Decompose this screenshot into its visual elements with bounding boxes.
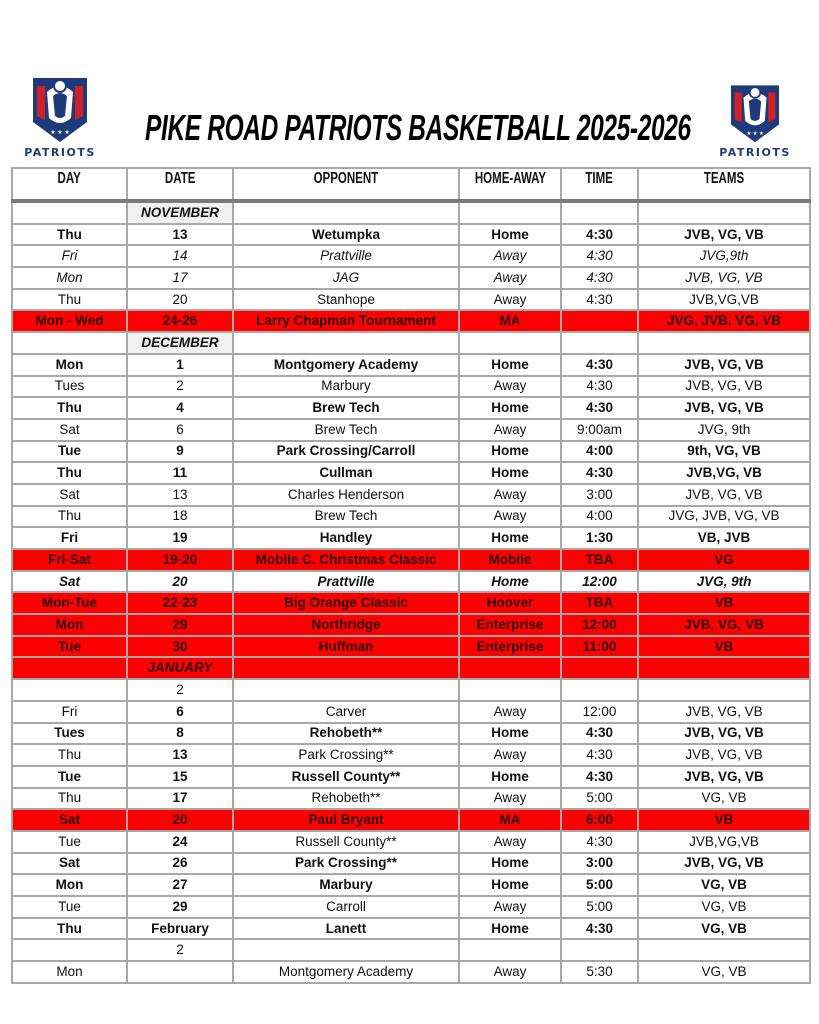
home-away-cell: Home (459, 462, 561, 484)
teams-cell: VG, VB (638, 896, 810, 918)
month-row (12, 201, 810, 224)
teams-cell: JVG, 9th (638, 419, 810, 441)
logo-text: PATRIOTS (24, 146, 96, 159)
time-cell: 12:00 (561, 614, 638, 636)
date-cell: February (127, 918, 233, 940)
opponent-cell (233, 657, 459, 679)
day-cell: Fri (12, 701, 127, 723)
time-cell: 12:00 (561, 571, 638, 593)
date-cell: 24-26 (127, 310, 233, 332)
opponent-cell: Brew Tech (233, 397, 459, 419)
game-row (12, 484, 810, 506)
game-row (12, 679, 810, 701)
game-row (12, 245, 810, 267)
teams-cell: JVG, JVB, VG, VB (638, 506, 810, 528)
opponent-cell: Stanhope (233, 289, 459, 311)
time-cell: 4:30 (561, 831, 638, 853)
opponent-cell: Mobile C. Christmas Classic (233, 549, 459, 571)
teams-cell (638, 657, 810, 679)
game-row (12, 636, 810, 658)
svg-text:★ ★ ★: ★ ★ ★ (746, 131, 764, 138)
home-away-cell: Home (459, 397, 561, 419)
day-cell: Tues (12, 723, 127, 745)
opponent-cell (233, 679, 459, 701)
time-cell: 4:30 (561, 744, 638, 766)
home-away-cell: Home (459, 766, 561, 788)
game-row (12, 918, 810, 940)
logo-text: PATRIOTS (719, 146, 791, 159)
day-cell: Thu (12, 289, 127, 311)
day-cell: Mon (12, 354, 127, 376)
day-cell: Fri-Sat (12, 549, 127, 571)
teams-cell: JVB, VG, VB (638, 484, 810, 506)
time-cell: 4:30 (561, 376, 638, 398)
teams-cell: VG (638, 549, 810, 571)
time-cell: 6:00 (561, 809, 638, 831)
time-cell: TBA (561, 592, 638, 614)
time-cell: 1:30 (561, 527, 638, 549)
opponent-cell: Huffman (233, 636, 459, 658)
date-cell: 20 (127, 571, 233, 593)
day-cell: Mon (12, 874, 127, 896)
opponent-cell: Cullman (233, 462, 459, 484)
game-row (12, 441, 810, 463)
table-header-row (12, 168, 810, 201)
opponent-cell: Larry Chapman Tournament (233, 310, 459, 332)
date-cell: JANUARY (127, 657, 233, 679)
time-cell (561, 332, 638, 354)
date-cell: 30 (127, 636, 233, 658)
opponent-cell: Prattville (233, 245, 459, 267)
game-row (12, 896, 810, 918)
time-cell: 9:00am (561, 419, 638, 441)
time-cell: 4:30 (561, 918, 638, 940)
time-cell: 4:00 (561, 506, 638, 528)
opponent-cell: Marbury (233, 874, 459, 896)
teams-cell (638, 332, 810, 354)
header-label: OPPONENT (313, 170, 379, 187)
opponent-cell: Montgomery Academy (233, 961, 459, 983)
opponent-cell: Marbury (233, 376, 459, 398)
home-away-cell: Home (459, 224, 561, 246)
game-row (12, 397, 810, 419)
date-cell: 19 (127, 527, 233, 549)
game-row (12, 376, 810, 398)
opponent-cell: Wetumpka (233, 224, 459, 246)
day-cell (12, 939, 127, 961)
patriot-shield-icon (723, 80, 787, 144)
time-cell: 4:30 (561, 397, 638, 419)
date-cell: 14 (127, 245, 233, 267)
opponent-cell: Russell County** (233, 831, 459, 853)
teams-cell: JVB,VG, VB (638, 462, 810, 484)
day-cell: Thu (12, 224, 127, 246)
date-cell: 29 (127, 896, 233, 918)
day-cell: Tue (12, 636, 127, 658)
teams-cell: JVB, VG, VB (638, 723, 810, 745)
day-cell: Tues (12, 376, 127, 398)
teams-cell: VG, VB (638, 788, 810, 810)
date-cell: 18 (127, 506, 233, 528)
time-cell: 12:00 (561, 701, 638, 723)
date-cell: 9 (127, 441, 233, 463)
home-away-cell: Home (459, 571, 561, 593)
teams-cell: 9th, VG, VB (638, 441, 810, 463)
time-cell: 4:30 (561, 723, 638, 745)
time-cell (561, 201, 638, 224)
home-away-cell (459, 939, 561, 961)
home-away-cell: Away (459, 267, 561, 289)
teams-cell: JVB, VG, VB (638, 614, 810, 636)
home-away-cell: MA (459, 809, 561, 831)
home-away-cell: Away (459, 831, 561, 853)
day-cell: Mon (12, 267, 127, 289)
day-cell: Sat (12, 484, 127, 506)
teams-cell: JVG, 9th (638, 571, 810, 593)
time-cell: 4:30 (561, 354, 638, 376)
day-cell (12, 679, 127, 701)
home-away-cell: Home (459, 527, 561, 549)
game-row (12, 571, 810, 593)
column-header-teams (638, 168, 810, 201)
opponent-cell: Big Orange Classic (233, 592, 459, 614)
game-row (12, 961, 810, 983)
patriot-shield-icon (25, 72, 95, 144)
page-title: PIKE ROAD PATRIOTS BASKETBALL 2025-2026 (145, 107, 691, 148)
opponent-cell: Park Crossing/Carroll (233, 441, 459, 463)
home-away-cell: Mobile (459, 549, 561, 571)
teams-cell: JVB, VG, VB (638, 766, 810, 788)
teams-cell (638, 939, 810, 961)
date-cell: 17 (127, 788, 233, 810)
time-cell: TBA (561, 549, 638, 571)
home-away-cell: Home (459, 853, 561, 875)
home-away-cell: Away (459, 506, 561, 528)
column-header-home-away (459, 168, 561, 201)
day-cell: Sat (12, 809, 127, 831)
home-away-cell: Away (459, 419, 561, 441)
time-cell: 5:30 (561, 961, 638, 983)
teams-cell (638, 201, 810, 224)
date-cell: 2 (127, 939, 233, 961)
date-cell: 20 (127, 289, 233, 311)
opponent-cell: Prattville (233, 571, 459, 593)
header-label: TIME (585, 170, 614, 187)
day-cell: Tue (12, 441, 127, 463)
time-cell: 4:30 (561, 462, 638, 484)
day-cell: Thu (12, 397, 127, 419)
home-away-cell (459, 679, 561, 701)
opponent-cell (233, 201, 459, 224)
game-row (12, 853, 810, 875)
day-cell: Tue (12, 766, 127, 788)
home-away-cell: Home (459, 441, 561, 463)
game-row (12, 614, 810, 636)
day-cell: Mon (12, 614, 127, 636)
time-cell: 5:00 (561, 788, 638, 810)
day-cell (12, 201, 127, 224)
time-cell: 3:00 (561, 484, 638, 506)
home-away-cell: Away (459, 245, 561, 267)
time-cell: 11:00 (561, 636, 638, 658)
teams-cell (638, 679, 810, 701)
home-away-cell (459, 332, 561, 354)
date-cell: 29 (127, 614, 233, 636)
home-away-cell: Home (459, 918, 561, 940)
date-cell: 4 (127, 397, 233, 419)
game-row (12, 939, 810, 961)
home-away-cell: Enterprise (459, 614, 561, 636)
game-row (12, 788, 810, 810)
time-cell: 4:30 (561, 267, 638, 289)
teams-cell: JVB, VG, VB (638, 224, 810, 246)
day-cell (12, 657, 127, 679)
game-row (12, 310, 810, 332)
day-cell: Thu (12, 918, 127, 940)
teams-cell: VB (638, 636, 810, 658)
opponent-cell: Brew Tech (233, 419, 459, 441)
date-cell: 6 (127, 701, 233, 723)
home-away-cell: Enterprise (459, 636, 561, 658)
day-cell: Tue (12, 831, 127, 853)
game-row (12, 744, 810, 766)
date-cell: 13 (127, 744, 233, 766)
date-cell: NOVEMBER (127, 201, 233, 224)
time-cell: 4:00 (561, 441, 638, 463)
patriots-logo-right (715, 80, 795, 159)
teams-cell: JVB, VG, VB (638, 267, 810, 289)
game-row (12, 723, 810, 745)
opponent-cell: Park Crossing** (233, 744, 459, 766)
time-cell (561, 310, 638, 332)
opponent-cell: Rehobeth** (233, 723, 459, 745)
time-cell: 5:00 (561, 874, 638, 896)
day-cell: Mon-Tue (12, 592, 127, 614)
teams-cell: VB (638, 592, 810, 614)
teams-cell: JVG,9th (638, 245, 810, 267)
home-away-cell (459, 657, 561, 679)
day-cell: Sat (12, 571, 127, 593)
opponent-cell: Handley (233, 527, 459, 549)
header-label: DAY (57, 170, 82, 187)
date-cell: 11 (127, 462, 233, 484)
day-cell: Tue (12, 896, 127, 918)
column-header-opponent (233, 168, 459, 201)
day-cell: Thu (12, 506, 127, 528)
home-away-cell: Away (459, 896, 561, 918)
opponent-cell: Carroll (233, 896, 459, 918)
teams-cell: JVB, VG, VB (638, 701, 810, 723)
game-row (12, 419, 810, 441)
home-away-cell: Away (459, 961, 561, 983)
teams-cell: VG, VB (638, 961, 810, 983)
opponent-cell (233, 939, 459, 961)
game-row (12, 701, 810, 723)
opponent-cell: Charles Henderson (233, 484, 459, 506)
time-cell (561, 939, 638, 961)
game-row (12, 549, 810, 571)
game-row (12, 354, 810, 376)
home-away-cell: Away (459, 376, 561, 398)
day-cell: Mon - Wed (12, 310, 127, 332)
opponent-cell: JAG (233, 267, 459, 289)
teams-cell: VG, VB (638, 874, 810, 896)
header-label: DATE (164, 170, 196, 187)
game-row (12, 809, 810, 831)
date-cell (127, 961, 233, 983)
opponent-cell: Russell County** (233, 766, 459, 788)
day-cell: Thu (12, 744, 127, 766)
teams-cell: JVB, VG, VB (638, 354, 810, 376)
date-cell: 2 (127, 679, 233, 701)
time-cell (561, 679, 638, 701)
date-cell: 8 (127, 723, 233, 745)
opponent-cell: Park Crossing** (233, 853, 459, 875)
teams-cell: VG, VB (638, 918, 810, 940)
column-header-day (12, 168, 127, 201)
home-away-cell: Away (459, 701, 561, 723)
opponent-cell: Paul Bryant (233, 809, 459, 831)
column-header-time (561, 168, 638, 201)
game-row (12, 766, 810, 788)
opponent-cell: Brew Tech (233, 506, 459, 528)
teams-cell: JVB,VG,VB (638, 289, 810, 311)
time-cell: 3:00 (561, 853, 638, 875)
header-label: TEAMS (703, 170, 745, 187)
day-cell: Sat (12, 853, 127, 875)
time-cell: 4:30 (561, 766, 638, 788)
opponent-cell: Carver (233, 701, 459, 723)
date-cell: 22-23 (127, 592, 233, 614)
date-cell: 6 (127, 419, 233, 441)
teams-cell: VB, JVB (638, 527, 810, 549)
home-away-cell: Home (459, 874, 561, 896)
game-row (12, 506, 810, 528)
day-cell (12, 332, 127, 354)
schedule-body (12, 201, 810, 983)
game-row (12, 874, 810, 896)
game-row (12, 267, 810, 289)
day-cell: Fri (12, 527, 127, 549)
date-cell: 13 (127, 224, 233, 246)
opponent-cell: Montgomery Academy (233, 354, 459, 376)
opponent-cell: Lanett (233, 918, 459, 940)
home-away-cell: Home (459, 723, 561, 745)
date-cell: DECEMBER (127, 332, 233, 354)
month-row (12, 332, 810, 354)
game-row (12, 592, 810, 614)
date-cell: 24 (127, 831, 233, 853)
time-cell: 4:30 (561, 224, 638, 246)
home-away-cell: Away (459, 744, 561, 766)
date-cell: 27 (127, 874, 233, 896)
teams-cell: JVB, VG, VB (638, 397, 810, 419)
day-cell: Thu (12, 462, 127, 484)
month-row (12, 657, 810, 679)
teams-cell: JVB, VG, VB (638, 853, 810, 875)
home-away-cell: Away (459, 289, 561, 311)
schedule-table (11, 167, 811, 984)
day-cell: Thu (12, 788, 127, 810)
time-cell (561, 657, 638, 679)
game-row (12, 224, 810, 246)
opponent-cell: Rehobeth** (233, 788, 459, 810)
home-away-cell: MA (459, 310, 561, 332)
opponent-cell (233, 332, 459, 354)
time-cell: 5:00 (561, 896, 638, 918)
patriots-logo-left (20, 72, 100, 159)
day-cell: Fri (12, 245, 127, 267)
game-row (12, 831, 810, 853)
time-cell: 4:30 (561, 245, 638, 267)
date-cell: 17 (127, 267, 233, 289)
home-away-cell: Hoover (459, 592, 561, 614)
home-away-cell: Home (459, 354, 561, 376)
teams-cell: JVG, JVB, VG, VB (638, 310, 810, 332)
game-row (12, 527, 810, 549)
game-row (12, 289, 810, 311)
date-cell: 15 (127, 766, 233, 788)
date-cell: 26 (127, 853, 233, 875)
opponent-cell: Northridge (233, 614, 459, 636)
home-away-cell (459, 201, 561, 224)
column-header-date (127, 168, 233, 201)
home-away-cell: Away (459, 788, 561, 810)
home-away-cell: Away (459, 484, 561, 506)
teams-cell: VB (638, 809, 810, 831)
teams-cell: JVB,VG,VB (638, 831, 810, 853)
date-cell: 19-20 (127, 549, 233, 571)
game-row (12, 462, 810, 484)
date-cell: 13 (127, 484, 233, 506)
date-cell: 1 (127, 354, 233, 376)
day-cell: Sat (12, 419, 127, 441)
teams-cell: JVB, VG, VB (638, 376, 810, 398)
date-cell: 20 (127, 809, 233, 831)
date-cell: 2 (127, 376, 233, 398)
teams-cell: JVB, VG, VB (638, 744, 810, 766)
time-cell: 4:30 (561, 289, 638, 311)
day-cell: Mon (12, 961, 127, 983)
svg-text:★ ★ ★: ★ ★ ★ (50, 130, 70, 136)
header-label: HOME-AWAY (474, 170, 546, 187)
